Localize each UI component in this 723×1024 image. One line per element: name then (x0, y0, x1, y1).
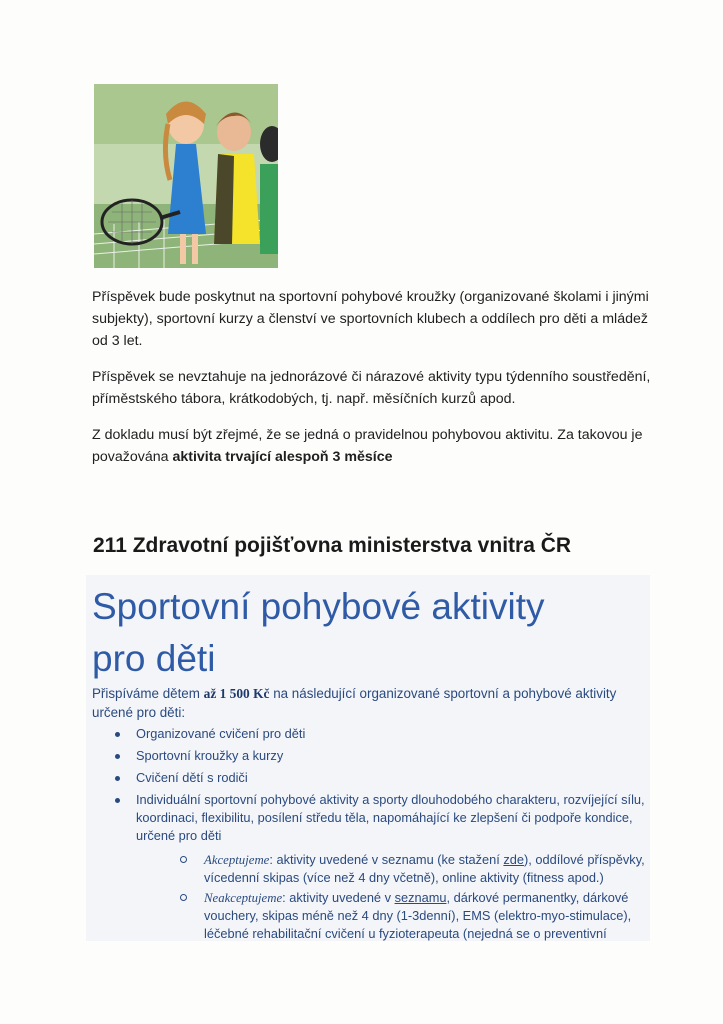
list-item-text: Individuální sportovní pohybové aktivity a sporty dlouhodobého charakteru, rozvíjející sílu, koordinaci, flexibilitu, posílení středu těla, napomáhající ke zlepšení či podpoře kondice, určené pro děti (136, 792, 645, 843)
list-link[interactable]: seznamu (394, 890, 447, 905)
rejected-items (160, 889, 650, 941)
contribution-lead (92, 684, 642, 722)
list-item: Organizované cvičení pro děti (92, 725, 648, 743)
lead-pre: Přispíváme dětem (92, 686, 204, 701)
intro-paragraph-1: Příspěvek bude poskytnut na sportovní pohybové kroužky (organizované školami i jinými subjekty), sportovní kurzy a členství ve sportovních klubech a oddílech pro děti a mládež od 3 let. (92, 289, 649, 349)
page-title-line-1: Sportovní pohybové aktivity (92, 586, 545, 627)
minimum-duration-emphasis: aktivita trvající alespoň 3 měsíce (172, 449, 393, 465)
list-item: Cvičení dětí s rodiči (92, 769, 648, 787)
reject-label: Neakceptujeme (204, 891, 283, 905)
accepted-items (160, 851, 650, 887)
list-item-with-sublist (92, 791, 648, 941)
reject-pre: : aktivity uvedené v (282, 890, 395, 905)
accept-pre: : aktivity uvedené v seznamu (ke stažení (269, 852, 504, 867)
reject-post: , dárkové permanentky, dárkové vouchery, skipas méně než 4 dny (1-3denní), EMS (elektro-myo-stimulace), léčebné rehabilitační cvičení u fyzioterapeuta (nejedná se o preventivní (204, 890, 632, 941)
intro-paragraph-3 (92, 424, 652, 468)
insurer-heading: 211 Zdravotní pojišťovna ministerstva vnitra ČR (93, 534, 572, 557)
insurer-web-excerpt (86, 575, 650, 941)
tennis-kids-illustration (94, 84, 278, 268)
accept-post: ), oddílové příspěvky, vícedenní skipas (více než 4 dny včetně), online aktivity (fitness apod.) (204, 852, 645, 885)
intro-paragraph-2: Příspěvek se nevztahuje na jednorázové či nárazové aktivity typu týdenního soustředění, příměstského tábora, krátkodobých, tj. např. měsíčních kurzů apod. (92, 369, 651, 407)
list-item: Sportovní kroužky a kurzy (92, 747, 648, 765)
page-title (92, 581, 632, 685)
children-tennis-photo (94, 84, 278, 268)
lead-post: na následující organizované sportovní a pohybové aktivity určené pro děti: (92, 686, 617, 720)
download-list-link[interactable]: zde (503, 852, 525, 867)
accept-label: Akceptujeme (204, 853, 270, 867)
accept-reject-sublist (160, 851, 650, 941)
intro-paragraph-3-text: Z dokladu musí být zřejmé, že se jedná o pravidelnou pohybovou aktivitu. Za takovou je považována (92, 427, 643, 465)
contribution-amount: až 1 500 Kč (203, 686, 270, 701)
intro-text (92, 286, 652, 482)
page-title-line-2: pro děti (92, 638, 216, 679)
activity-list (92, 725, 648, 941)
